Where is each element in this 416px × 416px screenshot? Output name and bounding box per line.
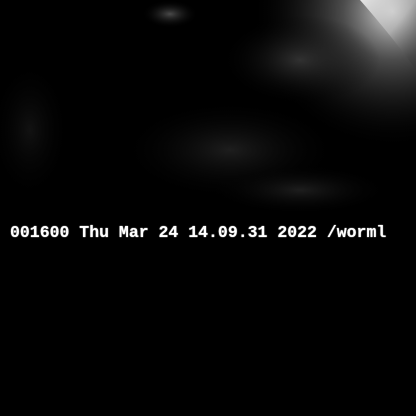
top-faint-shape <box>142 0 198 28</box>
lower-grey-form <box>210 165 390 215</box>
timestamp-overlay: 001600 Thu Mar 24 14.09.31 2022 /worml <box>10 223 387 242</box>
upper-grey-form <box>220 15 380 105</box>
dark-spot <box>136 24 144 32</box>
